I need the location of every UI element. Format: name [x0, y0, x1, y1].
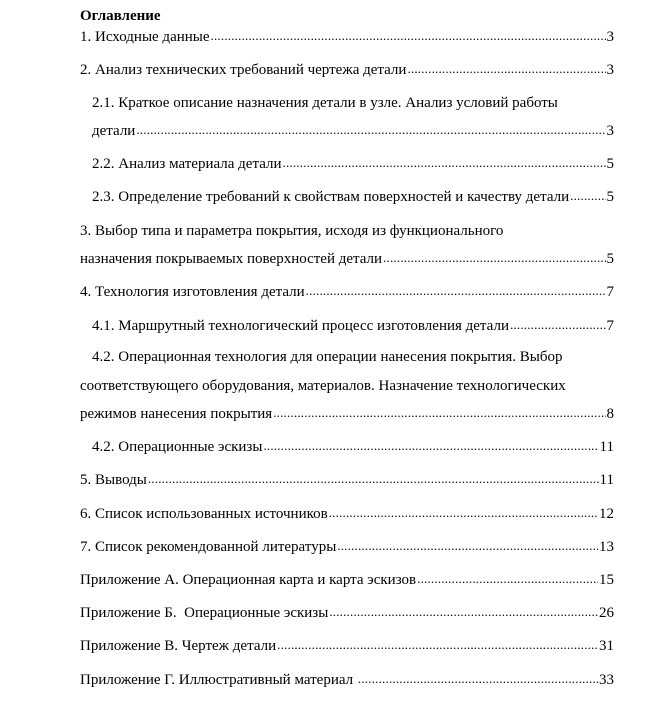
toc-entry-label: 6. Список использованных источников — [80, 506, 328, 522]
toc-page-number: 11 — [599, 439, 614, 455]
toc-leader-dots — [337, 536, 598, 556]
toc-entry-label: детали — [92, 123, 136, 139]
toc-entry[interactable] — [80, 603, 614, 623]
toc-entry-label: Приложение А. Операционная карта и карта эскизов — [80, 572, 417, 588]
toc-page-number: 13 — [599, 539, 614, 555]
toc-page-number: 31 — [599, 638, 614, 654]
toc-page-number: 3 — [606, 123, 614, 139]
toc-entry-wrap-line: соответствующего оборудования, материалов. Назначение технологических — [80, 378, 566, 394]
toc-entry-wrap-line: 2.1. Краткое описание назначения детали в узле. Анализ условий работы — [92, 95, 558, 111]
toc-entry[interactable] — [80, 27, 614, 47]
toc-entry-label: 4.1. Маршрутный технологический процесс изготовления детали — [92, 318, 509, 334]
toc-entry[interactable] — [92, 316, 614, 336]
toc-entry[interactable] — [80, 470, 614, 490]
toc-entry-label: 2. Анализ технических требований чертежа детали — [80, 62, 407, 78]
toc-entry-label: назначения покрываемых поверхностей детали — [80, 251, 383, 267]
toc-entry[interactable] — [80, 60, 614, 80]
toc-entry[interactable] — [80, 404, 614, 424]
toc-entry[interactable] — [80, 670, 614, 690]
toc-leader-dots — [263, 436, 598, 456]
toc-page-number: 7 — [606, 318, 614, 334]
toc-entry-label: 2.2. Анализ материала детали — [92, 156, 282, 172]
toc-leader-dots — [211, 26, 606, 46]
toc-entry-label: Приложение Б. Операционные эскизы — [80, 605, 329, 621]
toc-leader-dots — [510, 315, 606, 335]
toc-entry-label: 4. Технология изготовления детали — [80, 284, 305, 300]
toc-page-number: 5 — [606, 189, 614, 205]
toc-page-number: 33 — [599, 672, 614, 688]
toc-entry[interactable] — [92, 437, 614, 457]
toc-leader-dots — [417, 569, 598, 589]
toc-leader-dots — [570, 186, 605, 206]
toc-entry-label: 4.2. Операционные эскизы — [92, 439, 263, 455]
toc-entry[interactable] — [92, 154, 614, 174]
toc-page-number: 15 — [599, 572, 614, 588]
toc-page-number: 3 — [606, 29, 614, 45]
toc-leader-dots — [329, 503, 598, 523]
toc-entry-label: Приложение В. Чертеж детали — [80, 638, 277, 654]
toc-entry-wrap-line: 3. Выбор типа и параметра покрытия, исходя из функционального — [80, 223, 504, 239]
toc-entry[interactable] — [80, 636, 614, 656]
toc-page-number: 3 — [606, 62, 614, 78]
toc-entry-label: 7. Список рекомендованной литературы — [80, 539, 337, 555]
toc-leader-dots — [273, 403, 605, 423]
toc-entry-wrap-line: 4.2. Операционная технология для операции нанесения покрытия. Выбор — [92, 349, 563, 365]
toc-leader-dots — [407, 59, 605, 79]
toc-page-number: 7 — [606, 284, 614, 300]
toc-leader-dots — [358, 669, 598, 689]
toc-entry[interactable] — [80, 249, 614, 269]
toc-entry[interactable] — [80, 537, 614, 557]
toc-leader-dots — [277, 635, 598, 655]
toc-entry-label: Приложение Г. Иллюстративный материал — [80, 672, 357, 688]
toc-page-number: 12 — [599, 506, 614, 522]
toc-entry-label: 1. Исходные данные — [80, 29, 210, 45]
toc-page-number: 11 — [599, 472, 614, 488]
toc-page-number: 5 — [606, 156, 614, 172]
toc-leader-dots — [136, 120, 605, 140]
toc-entry[interactable] — [92, 121, 614, 141]
toc-entry-label: 5. Выводы — [80, 472, 147, 488]
toc-entry-label: режимов нанесения покрытия — [80, 406, 273, 422]
toc-leader-dots — [383, 248, 605, 268]
toc-entry[interactable] — [80, 570, 614, 590]
toc-page-number: 5 — [606, 251, 614, 267]
toc-leader-dots — [306, 281, 606, 301]
toc-entry[interactable] — [92, 187, 614, 207]
toc-page-number: 8 — [606, 406, 614, 422]
toc-leader-dots — [148, 469, 599, 489]
toc-title: Оглавление — [80, 8, 161, 24]
toc-page-number: 26 — [599, 605, 614, 621]
toc-entry[interactable] — [80, 282, 614, 302]
toc-entry-label: 2.3. Определение требований к свойствам поверхностей и качеству детали — [92, 189, 570, 205]
toc-leader-dots — [329, 602, 598, 622]
toc-entry[interactable] — [80, 504, 614, 524]
toc-leader-dots — [283, 153, 606, 173]
